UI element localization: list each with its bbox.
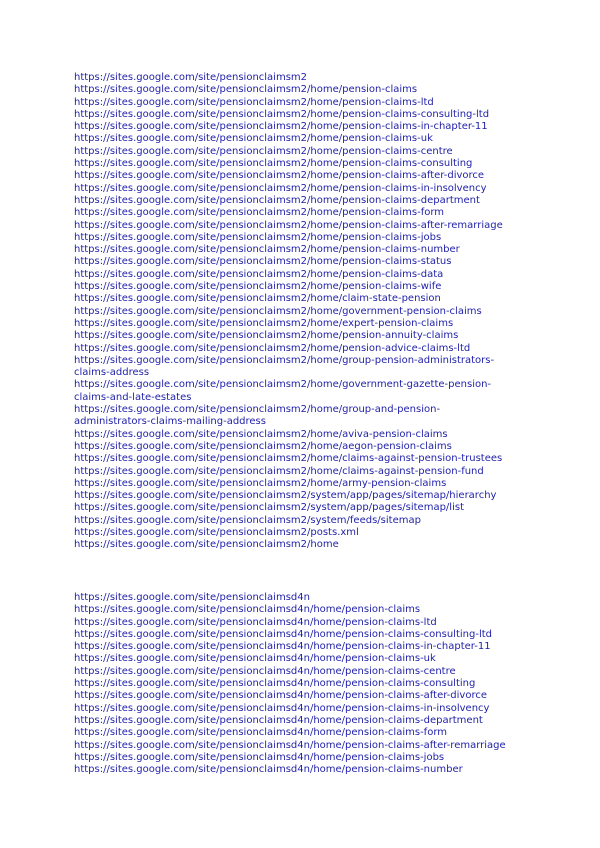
url-link[interactable]: https://sites.google.com/site/pensionclaimsm2/home/government-gazette-pension- [74, 379, 492, 391]
url-link[interactable]: https://sites.google.com/site/pensionclaimsm2/home/pension-claims-consulting-ltd [74, 108, 490, 120]
url-link[interactable]: https://sites.google.com/site/pensionclaimsd4n/home/pension-claims-ltd [74, 616, 437, 628]
url-link[interactable]: https://sites.google.com/site/pensionclaimsd4n/home/pension-claims-number [74, 764, 463, 776]
url-link[interactable]: https://sites.google.com/site/pensionclaimsm2/system/app/pages/sitemap/hierarchy [74, 490, 497, 502]
url-link[interactable]: https://sites.google.com/site/pensionclaimsm2/home/pension-claims-number [74, 244, 460, 256]
url-link[interactable]: https://sites.google.com/site/pensionclaimsd4n/home/pension-claims-consulting-ltd [74, 628, 492, 640]
url-link[interactable]: https://sites.google.com/site/pensionclaimsm2/home/pension-claims-after-remarriage [74, 219, 503, 231]
url-link[interactable]: https://sites.google.com/site/pensionclaimsd4n/home/pension-claims-form [74, 727, 447, 739]
url-link[interactable]: https://sites.google.com/site/pensionclaimsm2/home/pension-claims-centre [74, 145, 453, 157]
url-link[interactable]: https://sites.google.com/site/pensionclaimsm2/home/pension-claims-data [74, 268, 444, 280]
url-link[interactable]: https://sites.google.com/site/pensionclaimsm2/system/app/pages/sitemap/list [74, 502, 464, 514]
url-link[interactable]: https://sites.google.com/site/pensionclaimsm2/home/pension-claims-ltd [74, 96, 434, 108]
url-link[interactable]: https://sites.google.com/site/pensionclaimsm2/posts.xml [74, 526, 359, 538]
url-link[interactable]: claims-and-late-estates [74, 391, 192, 403]
url-link[interactable]: https://sites.google.com/site/pensionclaimsm2/home [74, 539, 339, 551]
url-link[interactable]: https://sites.google.com/site/pensionclaimsm2/home/claims-against-pension-fund [74, 465, 484, 477]
url-link[interactable]: claims-address [74, 367, 150, 379]
url-link[interactable]: https://sites.google.com/site/pensionclaimsm2/home/pension-claims-in-chapter-11 [74, 121, 488, 133]
link-list-pensionclaimsm2 [74, 72, 534, 552]
url-link[interactable]: https://sites.google.com/site/pensionclaimsd4n/home/pension-claims [74, 604, 421, 616]
url-link[interactable]: https://sites.google.com/site/pensionclaimsm2/home/pension-claims-uk [74, 133, 433, 145]
url-link[interactable]: https://sites.google.com/site/pensionclaimsm2/home/expert-pension-claims [74, 317, 454, 329]
url-link[interactable]: https://sites.google.com/site/pensionclaimsd4n/home/pension-claims-uk [74, 653, 436, 665]
url-link[interactable]: https://sites.google.com/site/pensionclaimsm2/home/group-pension-administrators- [74, 354, 495, 366]
url-link[interactable]: https://sites.google.com/site/pensionclaimsd4n/home/pension-claims-consulting [74, 678, 476, 690]
url-link[interactable]: https://sites.google.com/site/pensionclaimsm2/home/pension-claims-wife [74, 281, 442, 293]
url-link[interactable]: https://sites.google.com/site/pensionclaimsd4n/home/pension-claims-department [74, 714, 483, 726]
url-link[interactable]: https://sites.google.com/site/pensionclaimsm2/home/pension-claims-status [74, 256, 452, 268]
url-link[interactable]: https://sites.google.com/site/pensionclaimsm2/home/aviva-pension-claims [74, 428, 448, 440]
url-link[interactable]: https://sites.google.com/site/pensionclaimsd4n/home/pension-claims-centre [74, 665, 456, 677]
url-link[interactable]: https://sites.google.com/site/pensionclaimsm2/home/pension-annuity-claims [74, 330, 459, 342]
url-link[interactable]: https://sites.google.com/site/pensionclaimsm2/home/group-and-pension- [74, 404, 441, 416]
url-link[interactable]: https://sites.google.com/site/pensionclaimsm2/home/pension-claims-after-divorce [74, 170, 485, 182]
url-link[interactable]: https://sites.google.com/site/pensionclaimsm2/home/pension-claims-in-insolvency [74, 182, 487, 194]
url-link[interactable]: https://sites.google.com/site/pensionclaimsm2/system/feeds/sitemap [74, 514, 421, 526]
url-link[interactable]: https://sites.google.com/site/pensionclaimsm2/home/pension-claims [74, 84, 418, 96]
url-link[interactable]: https://sites.google.com/site/pensionclaimsm2/home/claims-against-pension-trustees [74, 453, 503, 465]
url-link[interactable]: administrators-claims-mailing-address [74, 416, 266, 428]
url-link[interactable]: https://sites.google.com/site/pensionclaimsm2/home/army-pension-claims [74, 477, 447, 489]
url-link[interactable]: https://sites.google.com/site/pensionclaimsd4n/home/pension-claims-after-remarriage [74, 739, 506, 751]
url-link[interactable]: https://sites.google.com/site/pensionclaimsm2/home/pension-claims-department [74, 194, 480, 206]
url-link[interactable]: https://sites.google.com/site/pensionclaimsd4n [74, 592, 310, 603]
url-link[interactable]: https://sites.google.com/site/pensionclaimsm2/home/government-pension-claims [74, 305, 482, 317]
url-link[interactable]: https://sites.google.com/site/pensionclaimsm2/home/pension-advice-claims-ltd [74, 342, 471, 354]
url-link[interactable]: https://sites.google.com/site/pensionclaimsm2/home/pension-claims-consulting [74, 158, 473, 170]
url-link[interactable]: https://sites.google.com/site/pensionclaimsd4n/home/pension-claims-in-insolvency [74, 702, 490, 714]
url-link[interactable]: https://sites.google.com/site/pensionclaimsm2/home/claim-state-pension [74, 293, 441, 305]
url-link[interactable]: https://sites.google.com/site/pensionclaimsm2/home/aegon-pension-claims [74, 440, 452, 452]
url-link[interactable]: https://sites.google.com/site/pensionclaimsm2 [74, 72, 308, 83]
url-link[interactable]: https://sites.google.com/site/pensionclaimsm2/home/pension-claims-form [74, 207, 445, 219]
link-list-pensionclaimsd4n [74, 592, 534, 776]
url-link[interactable]: https://sites.google.com/site/pensionclaimsd4n/home/pension-claims-in-chapter-11 [74, 641, 491, 653]
url-link[interactable]: https://sites.google.com/site/pensionclaimsd4n/home/pension-claims-jobs [74, 751, 445, 763]
url-link[interactable]: https://sites.google.com/site/pensionclaimsm2/home/pension-claims-jobs [74, 231, 442, 243]
url-link[interactable]: https://sites.google.com/site/pensionclaimsd4n/home/pension-claims-after-divorce [74, 690, 488, 702]
